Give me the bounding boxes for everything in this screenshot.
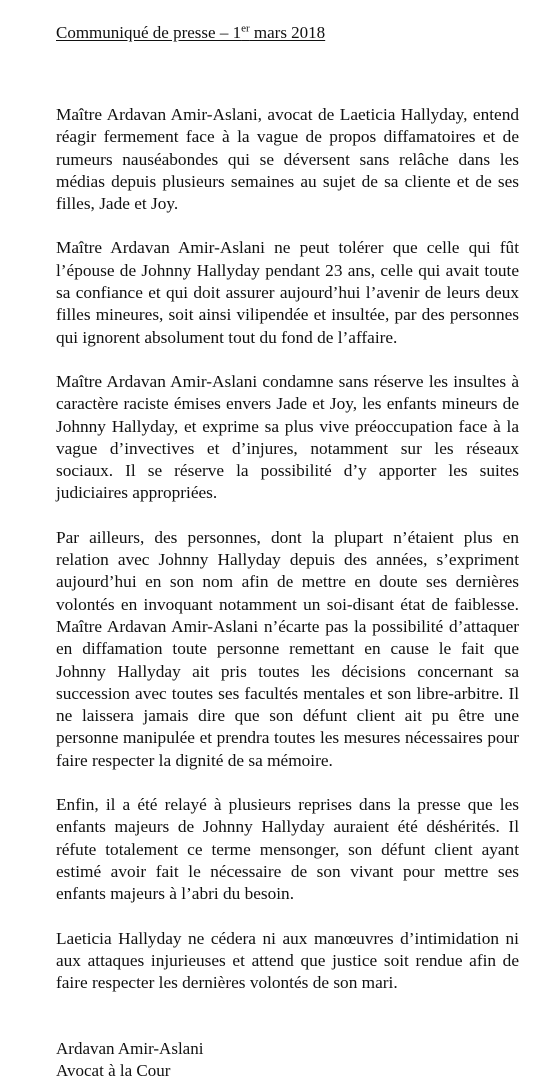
paragraph-6: Laeticia Hallyday ne cédera ni aux manœuvres d’intimidation ni aux attaques injurieuses et attend que justice soit rendue afin de faire respecter les dernières volontés de son mari. <box>56 928 519 993</box>
paragraph-4: Par ailleurs, des personnes, dont la plupart n’étaient plus en relation avec Johnny Hallyday depuis des années, s’expriment aujourd’hui en son nom afin de mettre en doute ses dernières volontés en invoquant notamment un soi-disant état de faiblesse. Maître Ardavan Amir-Aslani n’écarte pas la possibilité d’attaquer en diffamation toute personne remettant en cause le fait que Johnny Hallyday ait pris toutes les décisions concernant sa succession avec toutes ses facultés mentales et son libre-arbitre. Il ne laissera jamais dire que son défunt client ait pu être une personne manipulée et prendra toutes les mesures nécessaires pour faire respecter la dignité de sa mémoire. <box>56 527 519 770</box>
paragraph-2: Maître Ardavan Amir-Aslani ne peut tolérer que celle qui fût l’épouse de Johnny Hallyday pendant 23 ans, celle qui avait toute sa confiance et qui doit assurer aujourd’hui l’avenir de leurs deux filles mineures, soit ainsi vilipendée et insultée, par des personnes qui ignorent absolument tout du fond de l’affaire. <box>56 238 519 347</box>
paragraph-5: Enfin, il a été relayé à plusieurs reprises dans la presse que les enfants majeurs de Johnny Hallyday auraient été déshérités. Il réfute totalement ce terme mensonger, son défunt client ayant estimé avoir fait le nécessaire de son vivant pour mettre ses enfants majeurs à l’abri du besoin. <box>56 795 519 904</box>
press-release-title <box>56 22 519 44</box>
title-date: mars 2018 <box>249 23 326 42</box>
signature-block <box>56 1038 519 1082</box>
paragraph-3: Maître Ardavan Amir-Aslani condamne sans réserve les insultes à caractère raciste émises envers Jade et Joy, les enfants mineurs de Johnny Hallyday, et exprime sa plus vive préoccupation face à la vague d’invectives et d’injures, notamment sur les réseaux sociaux. Il se réserve la possibilité d’y apporter les suites judiciaires appropriées. <box>56 371 519 503</box>
paragraph-1: Maître Ardavan Amir-Aslani, avocat de Laeticia Hallyday, entend réagir fermement face à la vague de propos diffamatoires et de rumeurs nauséabondes qui se déversent sans relâche dans les médias depuis plusieurs semaines au sujet de sa cliente et de ses filles, Jade et Joy. <box>56 105 519 214</box>
press-release-page <box>56 22 519 1082</box>
signature-name: Ardavan Amir-Aslani <box>56 1039 204 1059</box>
title-ordinal-suffix: er <box>241 22 250 35</box>
signature-role: Avocat à la Cour <box>56 1061 171 1081</box>
title-prefix: Communiqué de presse – 1 <box>56 23 242 42</box>
